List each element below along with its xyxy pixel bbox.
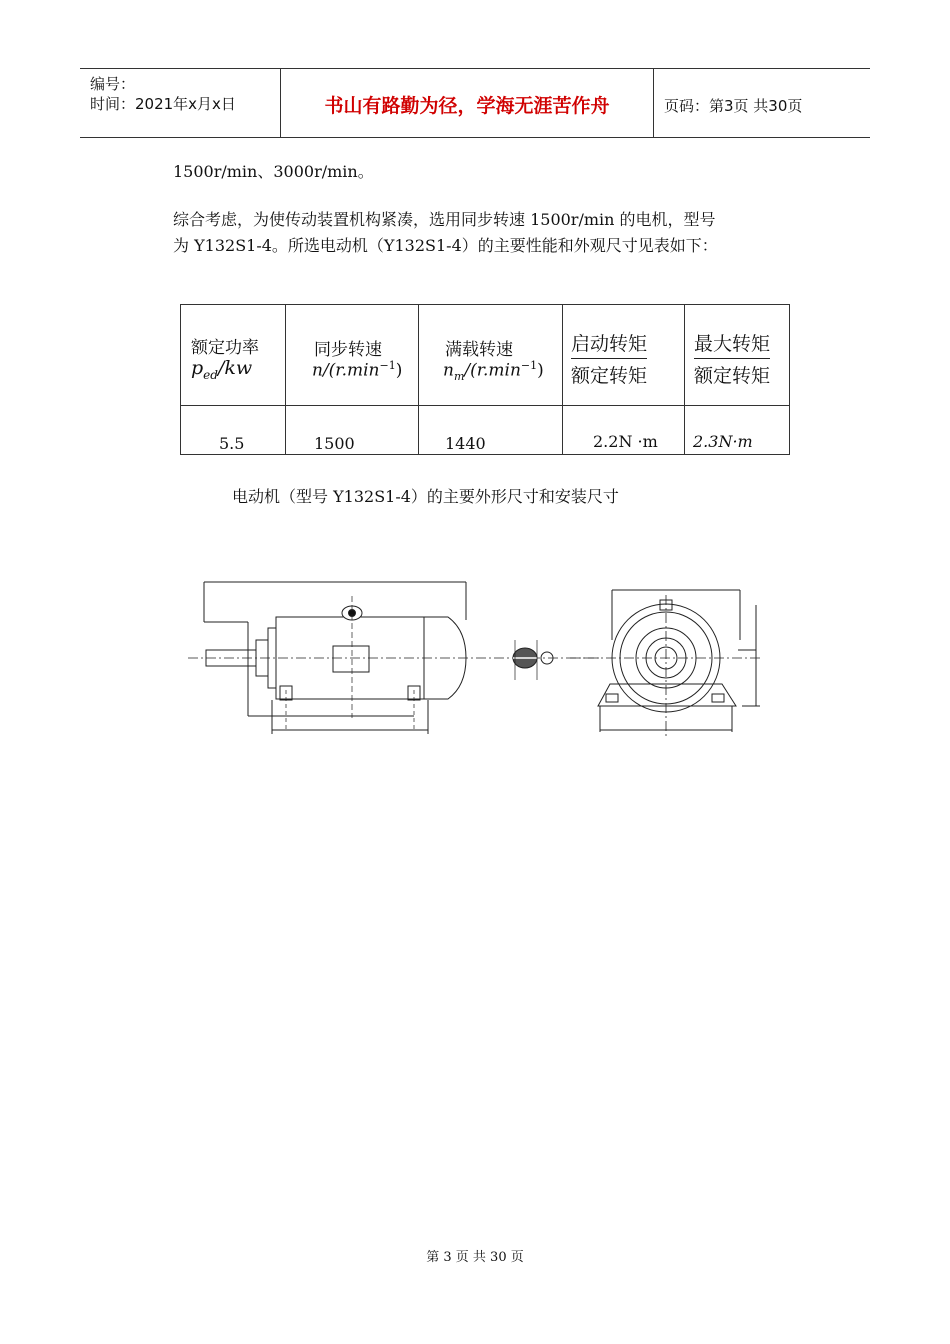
sync-speed-value: 1500 (314, 434, 355, 453)
drawing-caption: 电动机（型号 Y132S1-4）的主要外形尺寸和安装尺寸 (232, 487, 619, 506)
page-footer: 第 3 页 共 30 页 (426, 1250, 524, 1265)
max-torque-numerator: 最大转矩 (694, 329, 770, 359)
full-load-speed-title: 满载转速 (445, 340, 513, 360)
body-line-speeds: 1500r/min、3000r/min。 (173, 162, 374, 181)
starting-torque-value: 2.2N ·m (593, 432, 658, 451)
time-label: 时间：2021年x月x日 (90, 95, 236, 113)
sync-speed-title: 同步转速 (314, 340, 382, 360)
starting-torque-denominator: 额定转矩 (571, 365, 648, 387)
full-load-speed-value: 1440 (445, 434, 486, 453)
max-torque-denominator: 额定转矩 (694, 365, 771, 387)
body-paragraph-line-2: 为 Y132S1-4。所选电动机（Y132S1-4）的主要性能和外观尺寸见表如下： (173, 236, 718, 255)
max-torque-value: 2.3N·m (693, 432, 753, 451)
terminal-box (333, 646, 369, 672)
number-label: 编号： (90, 75, 136, 93)
body-paragraph-line-1: 综合考虑，为使传动装置机构紧凑，选用同步转速 1500r/min 的电机，型号 (173, 210, 716, 229)
motto-text: 书山有路勤为径，学海无涯苦作舟 (324, 95, 610, 117)
starting-torque-numerator: 启动转矩 (571, 329, 647, 359)
sync-speed-unit: $n/(r.\min^{-1})$ (312, 359, 403, 381)
rated-power-unit: $p_{ed}/kw$ (191, 357, 253, 382)
rated-power-value: 5.5 (219, 434, 245, 453)
page-number-label: 页码：第3页 共30页 (664, 97, 803, 115)
end-view-base (598, 684, 736, 706)
full-load-speed-unit: $n_m/(r.\min^{-1})$ (443, 359, 544, 384)
rated-power-title: 额定功率 (191, 338, 259, 358)
